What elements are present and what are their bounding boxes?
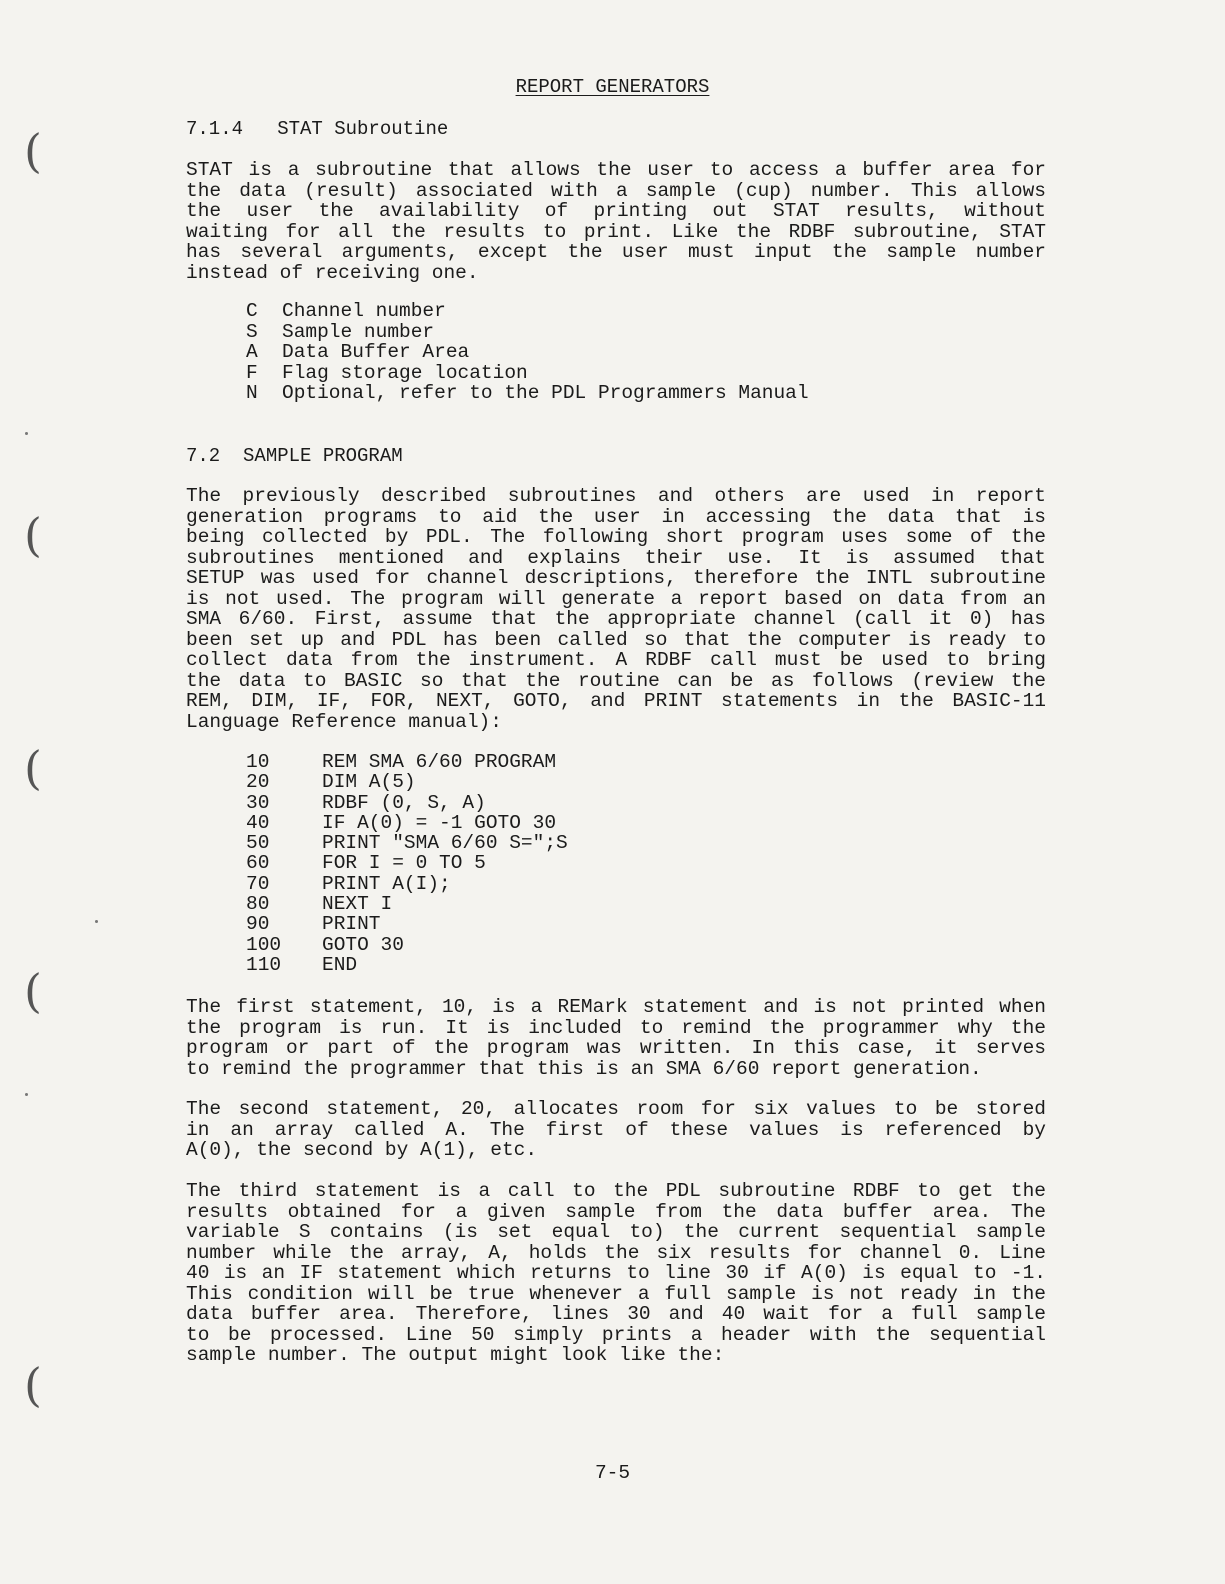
line-number: 90: [246, 913, 270, 936]
text-line: has several arguments, except the user must input the sample number: [186, 241, 1046, 263]
argument-desc: Optional, refer to the PDL Programmers Manual: [282, 382, 809, 404]
text-line: SETUP was used for channel descriptions, therefore the INTL subroutine: [186, 567, 1046, 589]
line-number: 40: [246, 811, 270, 834]
statement: END: [322, 953, 358, 976]
list-item: [246, 301, 809, 322]
statement: PRINT "SMA 6/60 S=";S: [322, 832, 568, 855]
stat-description-paragraph: [186, 160, 1046, 283]
statement: DIM A(5): [322, 771, 416, 794]
text-line: This condition will be true whenever a full sample is not ready in the: [186, 1282, 1046, 1305]
code-line: [246, 874, 568, 894]
text-line: to be processed. Line 50 simply prints a header with the sequential: [186, 1323, 1046, 1346]
text-line: been set up and PDL has been called so that the computer is ready to: [186, 628, 1046, 651]
section-7-2-heading: 7.2 SAMPLE PROGRAM: [186, 445, 403, 467]
line-number: 80: [246, 893, 270, 916]
statement: IF A(0) = -1 GOTO 30: [322, 811, 557, 834]
text-line: generation programs to aid the user in accessing the data that is: [186, 505, 1046, 528]
text-line: 40 is an IF statement which returns to line 30 if A(0) is equal to -1.: [186, 1262, 1046, 1284]
text-line: subroutines mentioned and explains their use. It is assumed that: [186, 546, 1046, 569]
code-line: [246, 935, 568, 955]
stat-arguments-list: [246, 301, 809, 404]
text-line: A(0), the second by A(1), etc.: [186, 1139, 538, 1161]
argument-key: N: [246, 382, 258, 404]
statement: RDBF (0, S, A): [322, 791, 486, 814]
code-line: [246, 914, 568, 934]
text-line: to remind the programmer that this is an SMA 6/60 report generation.: [186, 1057, 982, 1080]
scan-speck: [25, 1093, 28, 1096]
text-line: SMA 6/60. First, assume that the appropriate channel (call it 0) has: [186, 608, 1046, 630]
code-line: [246, 894, 568, 914]
text-line: Language Reference manual):: [186, 710, 502, 733]
statement: PRINT: [322, 913, 381, 936]
line-number: 70: [246, 872, 270, 895]
text-line: the data (result) associated with a sample (cup) number. This allows: [186, 179, 1046, 202]
code-line: [246, 793, 568, 813]
argument-desc: Channel number: [282, 300, 446, 322]
code-line: [246, 813, 568, 833]
text-line: The second statement, 20, allocates room for six values to be stored: [186, 1098, 1046, 1120]
scan-speck: [25, 432, 28, 435]
text-line: sample number. The output might look like the:: [186, 1344, 725, 1366]
argument-desc: Flag storage location: [282, 361, 528, 384]
statement: NEXT I: [322, 893, 393, 916]
line-number: 50: [246, 832, 270, 855]
binder-hole-mark: (: [24, 124, 42, 178]
line-number: 110: [246, 953, 282, 976]
third-statement-paragraph: [186, 1181, 1046, 1366]
scan-speck: [95, 920, 98, 923]
text-line: the data to BASIC so that the routine can be as follows (review the: [186, 669, 1046, 692]
binder-hole-mark: (: [24, 964, 42, 1018]
text-line: data buffer area. Therefore, lines 30 and 40 wait for a full sample: [186, 1303, 1046, 1325]
list-item: [246, 363, 809, 384]
text-line: collect data from the instrument. A RDBF call must be used to bring: [186, 649, 1046, 671]
argument-key: A: [246, 341, 258, 363]
text-line: results obtained for a given sample from the data buffer area. The: [186, 1200, 1046, 1223]
text-line: the user the availability of printing out STAT results, without: [186, 200, 1046, 222]
binder-hole-mark: (: [24, 508, 42, 562]
line-number: 20: [246, 771, 270, 794]
statement: GOTO 30: [322, 933, 404, 956]
text-line: in an array called A. The first of these values is referenced by: [186, 1118, 1046, 1141]
text-line: The third statement is a call to the PDL subroutine RDBF to get the: [186, 1180, 1046, 1202]
text-line: The previously described subroutines and others are used in report: [186, 485, 1046, 507]
line-number: 30: [246, 791, 270, 814]
binder-hole-mark: (: [24, 741, 42, 795]
text-line: STAT is a subroutine that allows the user to access a buffer area for: [186, 159, 1046, 181]
text-line: REM, DIM, IF, FOR, NEXT, GOTO, and PRINT statements in the BASIC-11: [186, 690, 1046, 712]
text-line: instead of receiving one.: [186, 261, 479, 284]
page-number: 7-5: [594, 1462, 631, 1484]
text-line: the program is run. It is included to remind the programmer why the: [186, 1016, 1046, 1039]
binder-hole-mark: (: [24, 1358, 42, 1412]
code-line: [246, 833, 568, 853]
list-item: [246, 342, 809, 363]
sample-program-listing: [246, 752, 568, 975]
line-number: 10: [246, 751, 270, 773]
code-line: [246, 853, 568, 873]
statement: REM SMA 6/60 PROGRAM: [322, 751, 557, 773]
statement: FOR I = 0 TO 5: [322, 852, 486, 875]
text-line: The first statement, 10, is a REMark statement and is not printed when: [186, 996, 1046, 1018]
text-line: program or part of the program was written. In this case, it serves: [186, 1037, 1046, 1059]
text-line: being collected by PDL. The following short program uses some of the: [186, 526, 1046, 548]
argument-key: S: [246, 320, 258, 343]
argument-desc: Sample number: [282, 320, 435, 343]
code-line: [246, 955, 568, 975]
text-line: number while the array, A, holds the six results for channel 0. Line: [186, 1241, 1046, 1264]
page-header: REPORT GENERATORS: [515, 76, 710, 98]
code-line: [246, 772, 568, 792]
list-item: [246, 322, 809, 343]
code-line: [246, 752, 568, 772]
list-item: [246, 383, 809, 404]
line-number: 60: [246, 852, 270, 875]
section-7-1-4-heading: 7.1.4 STAT Subroutine: [186, 118, 449, 140]
text-line: variable S contains (is set equal to) the current sequential sample: [186, 1221, 1046, 1243]
line-number: 100: [246, 933, 282, 956]
sample-program-intro-paragraph: [186, 486, 1046, 732]
argument-key: C: [246, 300, 258, 322]
text-line: is not used. The program will generate a report based on data from an: [186, 587, 1046, 610]
statement: PRINT A(I);: [322, 872, 451, 895]
argument-key: F: [246, 361, 258, 384]
argument-desc: Data Buffer Area: [282, 341, 470, 363]
second-statement-paragraph: [186, 1099, 1046, 1161]
first-statement-paragraph: [186, 997, 1046, 1079]
text-line: waiting for all the results to print. Like the RDBF subroutine, STAT: [186, 220, 1046, 243]
